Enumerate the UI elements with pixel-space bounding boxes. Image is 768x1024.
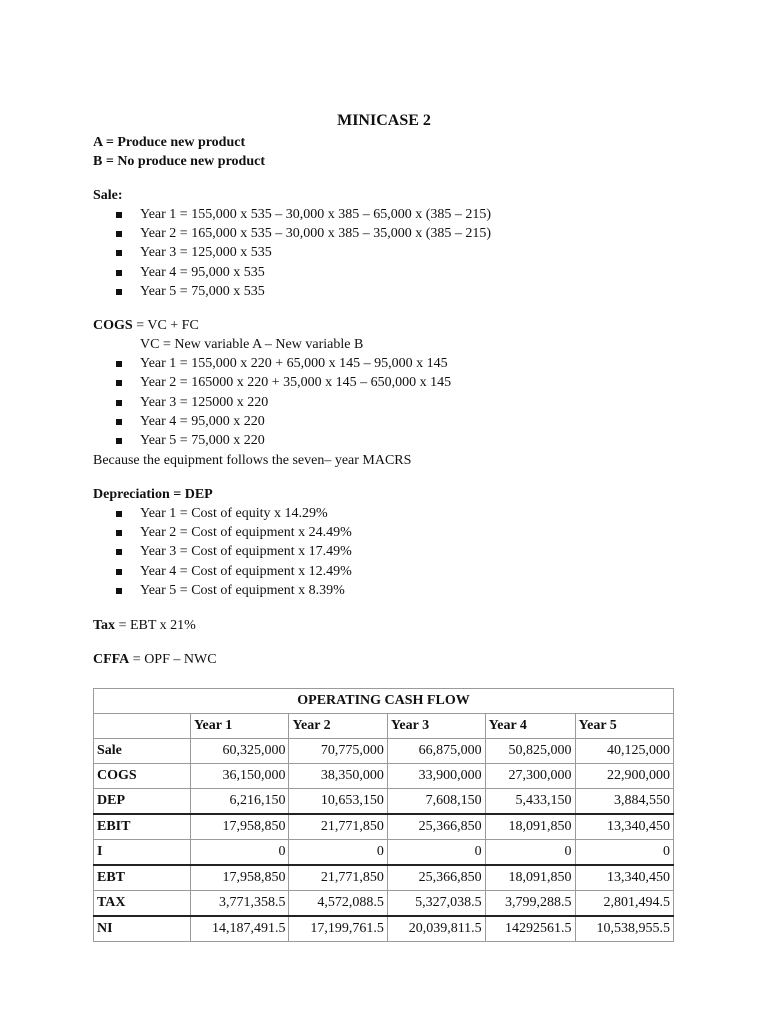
bullet-icon	[116, 380, 122, 386]
dep-item: Year 3 = Cost of equipment x 17.49%	[140, 544, 352, 559]
header-year-3: Year 3	[387, 714, 485, 739]
row-label: Sale	[94, 739, 191, 764]
bullet-icon	[116, 231, 122, 237]
tax-rest: = EBT x 21%	[115, 618, 196, 633]
dep-item: Year 2 = Cost of equipment x 24.49%	[140, 525, 352, 540]
sale-item: Year 3 = 125,000 x 535	[140, 245, 272, 260]
table-cell: 0	[191, 840, 289, 866]
row-label: NI	[94, 916, 191, 942]
table-cell: 0	[289, 840, 387, 866]
table-cell: 17,958,850	[191, 814, 289, 840]
row-label: EBT	[94, 865, 191, 891]
table-cell: 14,187,491.5	[191, 916, 289, 942]
cogs-subline: VC = New variable A – New variable B	[140, 337, 364, 352]
table-caption: OPERATING CASH FLOW	[94, 689, 674, 714]
cffa-formula	[93, 650, 217, 669]
bullet-icon	[116, 588, 122, 594]
table-cell: 4,572,088.5	[289, 891, 387, 917]
table-row-interest	[94, 840, 674, 866]
cffa-rest: = OPF – NWC	[129, 652, 217, 667]
sale-item: Year 2 = 165,000 x 535 – 30,000 x 385 – 35,000 x (385 – 215)	[140, 226, 492, 241]
table-row-ebt	[94, 865, 674, 891]
table-row-tax	[94, 891, 674, 917]
cffa-label: CFFA	[93, 652, 130, 667]
definition-a: A = Produce new product	[93, 135, 246, 150]
bullet-icon	[116, 250, 122, 256]
bullet-icon	[116, 270, 122, 276]
header-year-1: Year 1	[191, 714, 289, 739]
cogs-heading	[93, 316, 199, 335]
tax-formula	[93, 616, 196, 635]
macrs-note: Because the equipment follows the seven– year MACRS	[93, 453, 412, 468]
definition-b: B = No produce new product	[93, 154, 265, 169]
table-cell: 5,327,038.5	[387, 891, 485, 917]
table-cell: 70,775,000	[289, 739, 387, 764]
cogs-item: Year 4 = 95,000 x 220	[140, 414, 265, 429]
table-row-dep	[94, 789, 674, 815]
table-cell: 60,325,000	[191, 739, 289, 764]
table-cell: 38,350,000	[289, 764, 387, 789]
table-cell: 5,433,150	[485, 789, 575, 815]
row-label: COGS	[94, 764, 191, 789]
table-cell: 27,300,000	[485, 764, 575, 789]
header-year-5: Year 5	[575, 714, 673, 739]
table-cell: 7,608,150	[387, 789, 485, 815]
dep-heading: Depreciation = DEP	[93, 487, 213, 502]
tax-label: Tax	[93, 618, 116, 633]
table-cell: 13,340,450	[575, 814, 673, 840]
table-row-ebit	[94, 814, 674, 840]
bullet-icon	[116, 438, 122, 444]
table-cell: 25,366,850	[387, 865, 485, 891]
sale-item: Year 4 = 95,000 x 535	[140, 265, 265, 280]
cogs-heading-rest: = VC + FC	[132, 318, 199, 333]
page-title: MINICASE 2	[337, 112, 431, 129]
table-cell: 0	[575, 840, 673, 866]
table-cell: 17,958,850	[191, 865, 289, 891]
operating-cash-flow-table	[93, 688, 674, 942]
row-label: DEP	[94, 789, 191, 815]
table-cell: 18,091,850	[485, 814, 575, 840]
table-row-sale	[94, 739, 674, 764]
bullet-icon	[116, 212, 122, 218]
table-cell: 66,875,000	[387, 739, 485, 764]
table-cell: 2,801,494.5	[575, 891, 673, 917]
table-cell: 17,199,761.5	[289, 916, 387, 942]
table-cell: 14292561.5	[485, 916, 575, 942]
bullet-icon	[116, 419, 122, 425]
bullet-icon	[116, 549, 122, 555]
table-cell: 0	[485, 840, 575, 866]
table-cell: 6,216,150	[191, 789, 289, 815]
bullet-icon	[116, 530, 122, 536]
dep-item: Year 4 = Cost of equipment x 12.49%	[140, 564, 352, 579]
sale-item: Year 5 = 75,000 x 535	[140, 284, 265, 299]
table-row-cogs	[94, 764, 674, 789]
header-year-2: Year 2	[289, 714, 387, 739]
table-cell: 10,653,150	[289, 789, 387, 815]
table-caption-row	[94, 689, 674, 714]
header-year-4: Year 4	[485, 714, 575, 739]
table-row-ni	[94, 916, 674, 942]
sale-heading: Sale:	[93, 188, 123, 203]
table-cell: 10,538,955.5	[575, 916, 673, 942]
table-cell: 36,150,000	[191, 764, 289, 789]
row-label: EBIT	[94, 814, 191, 840]
cogs-heading-bold: COGS	[93, 318, 133, 333]
bullet-icon	[116, 511, 122, 517]
table-cell: 25,366,850	[387, 814, 485, 840]
table-cell: 0	[387, 840, 485, 866]
cogs-item: Year 1 = 155,000 x 220 + 65,000 x 145 – 95,000 x 145	[140, 356, 448, 371]
table-cell: 3,884,550	[575, 789, 673, 815]
dep-item: Year 5 = Cost of equipment x 8.39%	[140, 583, 345, 598]
table-cell: 50,825,000	[485, 739, 575, 764]
cogs-item: Year 3 = 125000 x 220	[140, 395, 269, 410]
table-cell: 40,125,000	[575, 739, 673, 764]
table-cell: 21,771,850	[289, 814, 387, 840]
dep-item: Year 1 = Cost of equity x 14.29%	[140, 506, 328, 521]
table-cell: 3,771,358.5	[191, 891, 289, 917]
row-label: I	[94, 840, 191, 866]
table-cell: 21,771,850	[289, 865, 387, 891]
sale-item: Year 1 = 155,000 x 535 – 30,000 x 385 – 65,000 x (385 – 215)	[140, 207, 492, 222]
cogs-item: Year 5 = 75,000 x 220	[140, 433, 265, 448]
table-header-row	[94, 714, 674, 739]
table-cell: 20,039,811.5	[387, 916, 485, 942]
bullet-icon	[116, 400, 122, 406]
table-cell: 3,799,288.5	[485, 891, 575, 917]
table-cell: 13,340,450	[575, 865, 673, 891]
table-cell: 18,091,850	[485, 865, 575, 891]
row-label: TAX	[94, 891, 191, 917]
bullet-icon	[116, 361, 122, 367]
table-cell: 33,900,000	[387, 764, 485, 789]
table-cell: 22,900,000	[575, 764, 673, 789]
cogs-item: Year 2 = 165000 x 220 + 35,000 x 145 – 650,000 x 145	[140, 375, 452, 390]
header-empty-cell	[94, 714, 191, 739]
bullet-icon	[116, 289, 122, 295]
bullet-icon	[116, 569, 122, 575]
